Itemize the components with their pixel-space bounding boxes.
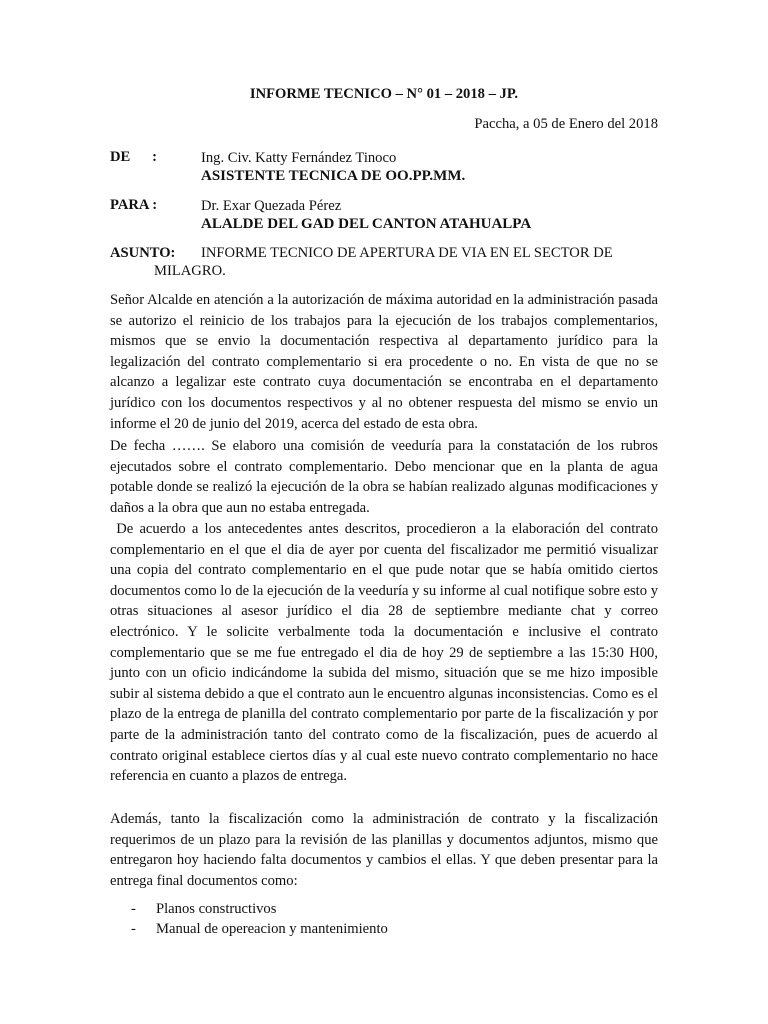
to-name: Dr. Exar Quezada Pérez (201, 198, 342, 214)
subject-label: ASUNTO: (110, 245, 176, 261)
from-role: ASISTENTE TECNICA DE OO.PP.MM. (201, 168, 466, 184)
body-paragraph-2: De fecha ……. Se elaboro una comisión de veeduría para la constatación de los rubros ejecutados sobre el contrato complementario. Debo mencionar que en la planta de agua potable donde se realizó la ejecución de la obra se habían realizado algunas modificaciones y daños a la obra que aun no estaba entregada. (110, 438, 658, 516)
report-date: Paccha, a 05 de Enero del 2018 (474, 116, 658, 132)
to-role: ALALDE DEL GAD DEL CANTON ATAHUALPA (201, 216, 532, 232)
list-item (131, 899, 388, 919)
from-name: Ing. Civ. Katty Fernández Tinoco (201, 150, 397, 166)
dash-bullet-icon: - (131, 901, 136, 917)
subject-block (110, 244, 658, 280)
from-block (110, 149, 670, 189)
dash-bullet-icon: - (131, 921, 136, 937)
to-block (110, 197, 670, 237)
subject-line-2: MILAGRO. (154, 263, 226, 279)
body-paragraph-4: Además, tanto la fiscalización como la administración de contrato y la fiscalización requerimos de un plazo para la revisión de las planillas y documentos adjuntos, mismo que entregaron hoy haciendo falta documentos y cambios el ellas. Y que deben presentar para la entrega final documentos como: (110, 811, 658, 889)
list-item-text: Planos constructivos (156, 901, 277, 917)
from-label: DE : (110, 149, 158, 165)
documents-list (131, 899, 388, 939)
subject-line-1: INFORME TECNICO DE APERTURA DE VIA EN EL SECTOR DE (201, 245, 613, 261)
to-value (201, 197, 531, 233)
report-title: INFORME TECNICO – N° 01 – 2018 – JP. (249, 86, 519, 102)
body-paragraph-3: De acuerdo a los antecedentes antes descritos, procedieron a la elaboración del contrato complementario en el que el dia de ayer por cuenta del fiscalizador me permitió visualizar una copia del contrato complementario en el que pude notar que se había omitido ciertos documentos como lo de la ejecución de la veeduría y su informe al cual notifique sobre esto y otras situaciones al asesor jurídico el dia 28 de septiembre mediante chat y correo electrónico. Y le solicite verbalmente toda la documentación e inclusive el contrato complementario que se me fue entregado el dia de hoy 29 de septiembre a las 15:30 H00, junto con un oficio indicándome la subida del mismo, situación que se me hizo imposible subir al sistema debido a que el contrato aun le encuentro algunas inconsistencias. Como es el plazo de la entrega de planilla del contrato complementario por parte de la fiscalización y por parte de la administración tanto del contrato como de la fiscalización, pues de acuerdo al contrato original establece ciertos días y al cual este nuevo contrato complementario no hace referencia en cuanto a plazos de entrega. (110, 521, 662, 785)
to-label: PARA : (110, 197, 158, 213)
body-paragraph-1: Señor Alcalde en atención a la autorización de máxima autoridad en la administración pasada se autorizo el reinicio de los trabajos para la ejecución de los trabajos complementarios, mismos que se envio la documentación respectiva al departamento jurídico para la legalización del contrato complementario si era procedente o no. En vista de que no se alcanzo a legalizar este contrato cuya documentación se encontraba en el departamento jurídico con los documentos respectivos y al no obtener respuesta del mismo se envio un informe el 20 de junio del 2019, acerca del estado de esta obra. (110, 292, 658, 432)
from-value (201, 149, 465, 185)
list-item (131, 919, 388, 939)
list-item-text: Manual de opereacion y mantenimiento (156, 921, 388, 937)
